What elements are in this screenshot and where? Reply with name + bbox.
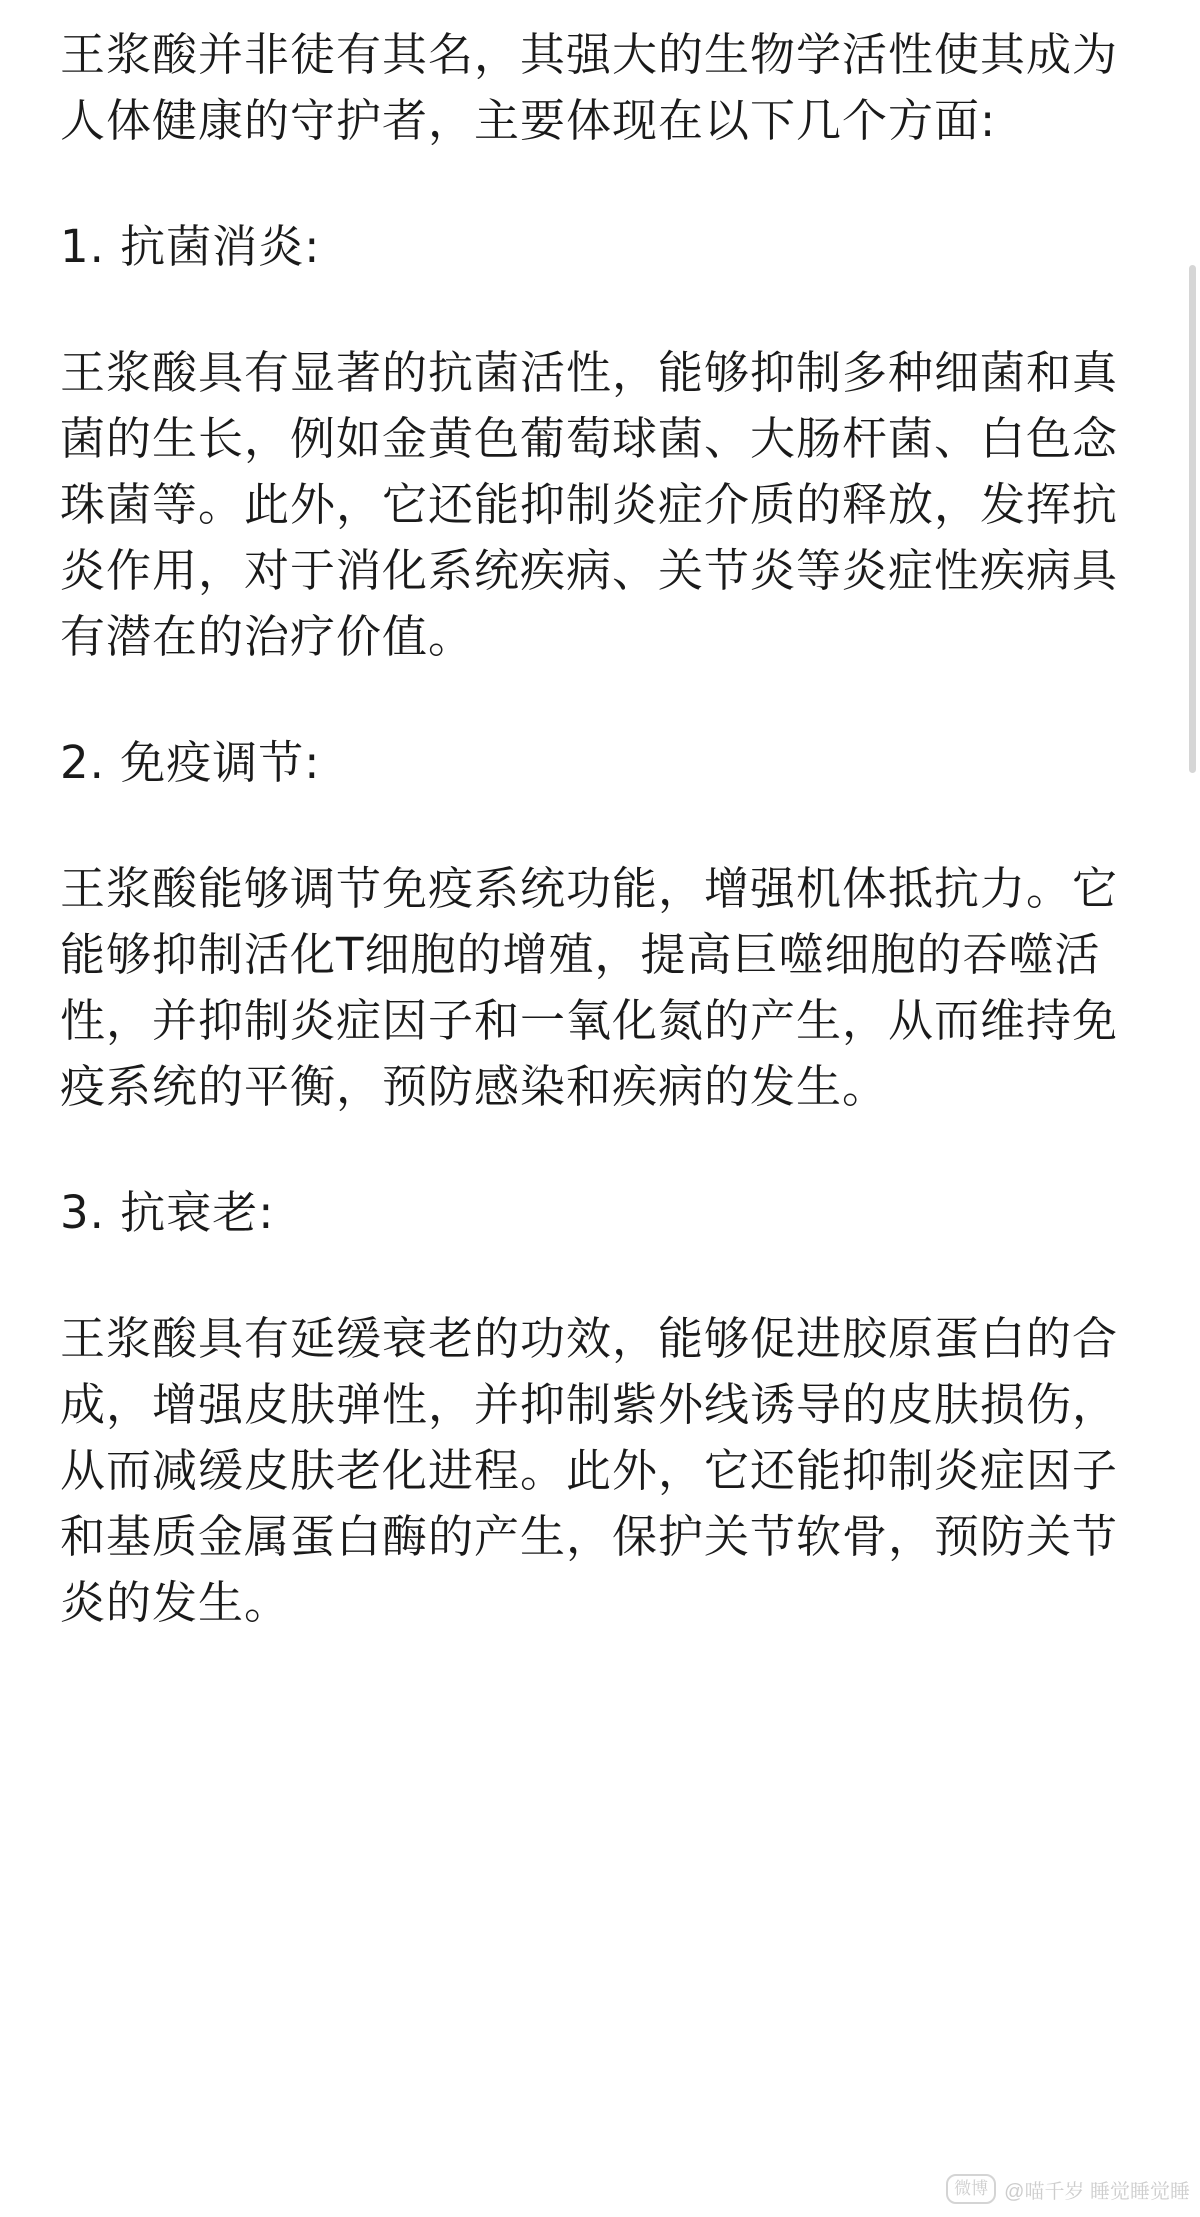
paragraph-gap [60,154,1140,214]
section-body-antibacterial: 王浆酸具有显著的抗菌活性，能够抑制多种细菌和真菌的生长，例如金黄色葡萄球菌、大肠杆菌、白色念珠菌等。此外，它还能抑制炎症介质的释放，发挥抗炎作用，对于消化系统疾病、关节炎等炎症性疾病具有潜在的治疗价值。 [60,346,1119,663]
section-heading-immune: 2. 免疫调节: [60,736,321,789]
paragraph-gap [60,670,1140,730]
weibo-logo-icon: 微博 [946,2174,996,2204]
paragraph-gap [60,796,1140,856]
scrollbar-thumb[interactable] [1189,265,1196,773]
paragraph-gap [60,1120,1140,1180]
section-heading-antibacterial: 1. 抗菌消炎: [60,220,321,273]
watermark-handle: @喵千岁 睡觉睡觉睡 [1004,2180,1190,2203]
section-body-antiaging: 王浆酸具有延缓衰老的功效，能够促进胶原蛋白的合成，增强皮肤弹性，并抑制紫外线诱导的皮肤损伤，从而减缓皮肤老化进程。此外，它还能抑制炎症因子和基质金属蛋白酶的产生，保护关节软骨，预防关节炎的发生。 [60,1312,1119,1629]
article [60,22,1140,1636]
section-heading-antiaging: 3. 抗衰老: [60,1186,275,1239]
section-body-immune: 王浆酸能够调节免疫系统功能，增强机体抵抗力。它能够抑制活化T细胞的增殖，提高巨噬细胞的吞噬活性，并抑制炎症因子和一氧化氮的产生，从而维持免疫系统的平衡，预防感染和疾病的发生。 [60,862,1119,1113]
paragraph-gap [60,280,1140,340]
paragraph-gap [60,1246,1140,1306]
intro-paragraph: 王浆酸并非徒有其名，其强大的生物学活性使其成为人体健康的守护者，主要体现在以下几个方面: [60,28,1119,147]
watermark [946,2169,1190,2209]
